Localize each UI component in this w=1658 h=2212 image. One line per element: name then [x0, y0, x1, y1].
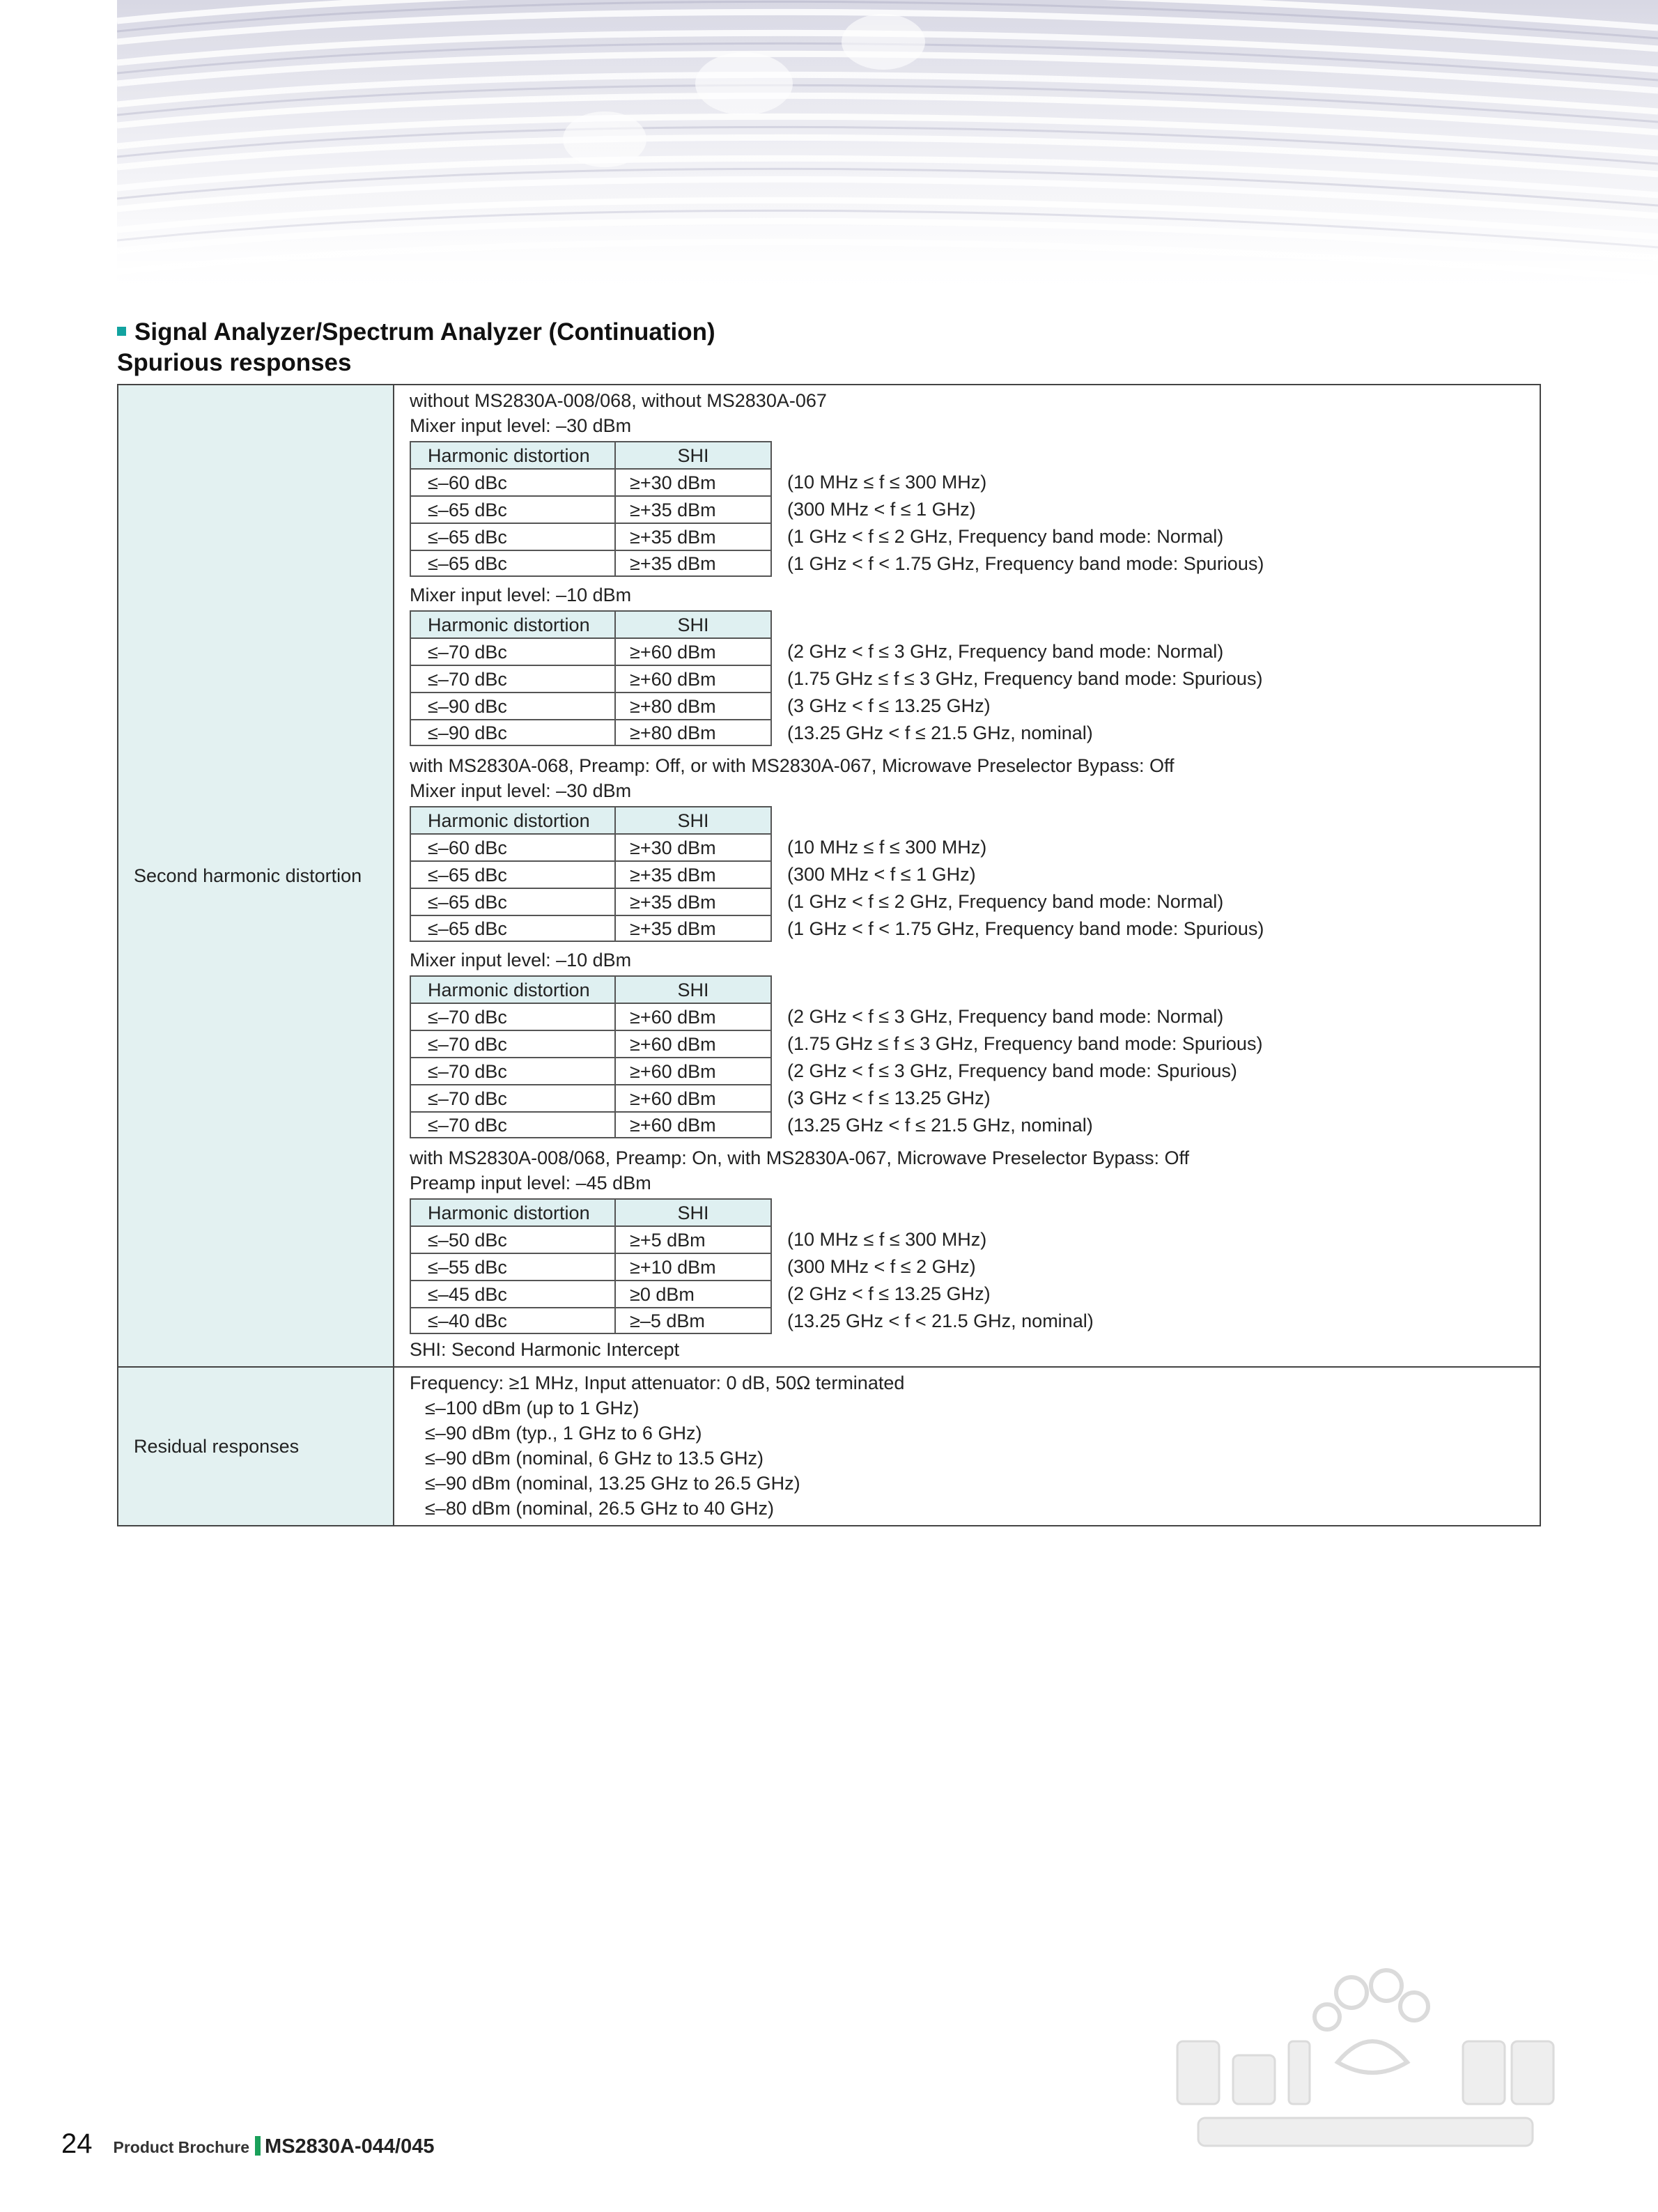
table-row	[410, 915, 1540, 942]
harmonic-distortion-value: ≤–70 dBc	[410, 1057, 614, 1084]
column-header: Harmonic distortion	[410, 975, 614, 1003]
input-level-text: Mixer input level: –10 dBm	[410, 950, 632, 970]
table-row	[410, 1084, 1540, 1111]
table-row	[410, 1030, 1540, 1057]
harmonic-table-header	[410, 806, 1540, 833]
spec-row-residual	[118, 1366, 1540, 1525]
model-label: MS2830A-044/045	[265, 2135, 435, 2158]
frequency-condition: (1.75 GHz ≤ f ≤ 3 GHz, Frequency band mode: Spurious)	[787, 1032, 1263, 1054]
table-row	[410, 637, 1540, 665]
shi-value: ≥+60 dBm	[614, 1111, 772, 1138]
harmonic-table	[410, 806, 1540, 942]
input-level-text: Preamp input level: –45 dBm	[410, 1173, 651, 1193]
condition-text: without MS2830A-008/068, without MS2830A-067	[410, 390, 827, 411]
harmonic-table	[410, 1198, 1540, 1334]
input-level-text: Mixer input level: –10 dBm	[410, 585, 632, 605]
frequency-condition: (10 MHz ≤ f ≤ 300 MHz)	[787, 471, 987, 493]
spec-content	[394, 385, 1540, 1366]
harmonic-distortion-value: ≤–90 dBc	[410, 692, 614, 719]
frequency-condition: (2 GHz < f ≤ 3 GHz, Frequency band mode: Normal)	[787, 1005, 1224, 1027]
frequency-condition: (300 MHz < f ≤ 2 GHz)	[787, 1255, 976, 1277]
residual-value: ≤–90 dBm (nominal, 13.25 GHz to 26.5 GHz)	[425, 1473, 800, 1494]
shi-value: ≥+60 dBm	[614, 665, 772, 692]
residual-value: ≤–90 dBm (nominal, 6 GHz to 13.5 GHz)	[425, 1448, 764, 1469]
input-level-text: Mixer input level: –30 dBm	[410, 780, 632, 801]
shi-value: ≥+80 dBm	[614, 719, 772, 746]
column-header: Harmonic distortion	[410, 806, 614, 833]
page-number: 24	[61, 2128, 93, 2159]
frequency-condition: (10 MHz ≤ f ≤ 300 MHz)	[787, 836, 987, 858]
condition-text: with MS2830A-068, Preamp: Off, or with MS2830A-067, Microwave Preselector Bypass: Off	[410, 755, 1175, 776]
harmonic-table	[410, 610, 1540, 746]
frequency-condition: (300 MHz < f ≤ 1 GHz)	[787, 498, 976, 520]
frequency-condition: (1.75 GHz ≤ f ≤ 3 GHz, Frequency band mode: Spurious)	[787, 667, 1263, 689]
table-row	[410, 692, 1540, 719]
footer-bar-icon	[255, 2136, 261, 2156]
table-row	[410, 888, 1540, 915]
column-header: SHI	[614, 441, 772, 468]
column-header: Harmonic distortion	[410, 441, 614, 468]
column-header: Harmonic distortion	[410, 1198, 614, 1225]
frequency-condition: (1 GHz < f ≤ 2 GHz, Frequency band mode: Normal)	[787, 890, 1224, 912]
column-header: SHI	[614, 975, 772, 1003]
residual-condition: Frequency: ≥1 MHz, Input attenuator: 0 dB, 50Ω terminated	[410, 1372, 905, 1393]
shi-value: ≥–5 dBm	[614, 1307, 772, 1334]
spec-row-second-harmonic	[118, 385, 1540, 1366]
harmonic-distortion-value: ≤–60 dBc	[410, 833, 614, 860]
harmonic-distortion-value: ≤–45 dBc	[410, 1280, 614, 1307]
condition-block	[410, 753, 1540, 1138]
harmonic-distortion-value: ≤–65 dBc	[410, 550, 614, 577]
table-row	[410, 1225, 1540, 1253]
harmonic-distortion-value: ≤–40 dBc	[410, 1307, 614, 1334]
shi-value: ≥+60 dBm	[614, 637, 772, 665]
footnote: SHI: Second Harmonic Intercept	[410, 1339, 680, 1360]
shi-value: ≥+30 dBm	[614, 468, 772, 495]
column-header: SHI	[614, 806, 772, 833]
frequency-condition: (3 GHz < f ≤ 13.25 GHz)	[787, 695, 991, 716]
harmonic-distortion-value: ≤–70 dBc	[410, 1003, 614, 1030]
harmonic-distortion-value: ≤–70 dBc	[410, 1111, 614, 1138]
brochure-label: Product Brochure	[113, 2138, 250, 2156]
table-row	[410, 550, 1540, 577]
square-bullet-icon	[117, 327, 126, 336]
harmonic-table-header	[410, 975, 1540, 1003]
harmonic-table-header	[410, 610, 1540, 637]
shi-value: ≥+35 dBm	[614, 860, 772, 888]
shi-value: ≥+35 dBm	[614, 888, 772, 915]
frequency-condition: (10 MHz ≤ f ≤ 300 MHz)	[787, 1228, 987, 1250]
frequency-condition: (1 GHz < f < 1.75 GHz, Frequency band mode: Spurious)	[787, 552, 1264, 574]
harmonic-distortion-value: ≤–55 dBc	[410, 1253, 614, 1280]
column-header: SHI	[614, 1198, 772, 1225]
frequency-condition: (2 GHz < f ≤ 3 GHz, Frequency band mode: Spurious)	[787, 1060, 1237, 1081]
table-row	[410, 833, 1540, 860]
harmonic-distortion-value: ≤–50 dBc	[410, 1225, 614, 1253]
header-banner	[117, 0, 1658, 300]
shi-value: ≥+10 dBm	[614, 1253, 772, 1280]
harmonic-distortion-value: ≤–65 dBc	[410, 860, 614, 888]
heading	[117, 317, 715, 378]
shi-value: ≥+35 dBm	[614, 915, 772, 942]
frequency-condition: (13.25 GHz < f < 21.5 GHz, nominal)	[787, 1310, 1094, 1331]
frequency-condition: (3 GHz < f ≤ 13.25 GHz)	[787, 1087, 991, 1108]
table-row	[410, 860, 1540, 888]
table-row	[410, 1280, 1540, 1307]
residual-value: ≤–100 dBm (up to 1 GHz)	[425, 1398, 640, 1418]
shi-value: ≥+80 dBm	[614, 692, 772, 719]
harmonic-distortion-value: ≤–90 dBc	[410, 719, 614, 746]
table-row	[410, 1003, 1540, 1030]
shi-value: ≥+35 dBm	[614, 550, 772, 577]
spec-label: Residual responses	[118, 1368, 394, 1525]
table-row	[410, 1307, 1540, 1334]
residual-value: ≤–80 dBm (nominal, 26.5 GHz to 40 GHz)	[425, 1498, 775, 1519]
table-row	[410, 719, 1540, 746]
harmonic-distortion-value: ≤–65 dBc	[410, 888, 614, 915]
shi-value: ≥+35 dBm	[614, 523, 772, 550]
table-row	[410, 1057, 1540, 1084]
shi-value: ≥+60 dBm	[614, 1030, 772, 1057]
harmonic-distortion-value: ≤–70 dBc	[410, 637, 614, 665]
frequency-condition: (1 GHz < f < 1.75 GHz, Frequency band mode: Spurious)	[787, 918, 1264, 939]
spec-label: Second harmonic distortion	[118, 385, 394, 1366]
table-row	[410, 1111, 1540, 1138]
shi-value: ≥+30 dBm	[614, 833, 772, 860]
harmonic-distortion-value: ≤–70 dBc	[410, 1084, 614, 1111]
table-row	[410, 523, 1540, 550]
harmonic-distortion-value: ≤–65 dBc	[410, 523, 614, 550]
shi-value: ≥0 dBm	[614, 1280, 772, 1307]
column-header: Harmonic distortion	[410, 610, 614, 637]
column-header: SHI	[614, 610, 772, 637]
harmonic-distortion-value: ≤–65 dBc	[410, 495, 614, 523]
shi-value: ≥+60 dBm	[614, 1084, 772, 1111]
frequency-condition: (300 MHz < f ≤ 1 GHz)	[787, 863, 976, 885]
harmonic-table-header	[410, 1198, 1540, 1225]
subsection-title: Spurious responses	[117, 349, 352, 376]
section-title: Signal Analyzer/Spectrum Analyzer (Continuation)	[117, 317, 715, 348]
harmonic-distortion-value: ≤–70 dBc	[410, 665, 614, 692]
shi-value: ≥+60 dBm	[614, 1003, 772, 1030]
harmonic-distortion-value: ≤–70 dBc	[410, 1030, 614, 1057]
spec-table	[117, 384, 1541, 1526]
frequency-condition: (2 GHz < f ≤ 3 GHz, Frequency band mode: Normal)	[787, 640, 1224, 662]
input-level-text: Mixer input level: –30 dBm	[410, 415, 632, 436]
shi-value: ≥+5 dBm	[614, 1225, 772, 1253]
harmonic-table-header	[410, 441, 1540, 468]
shi-value: ≥+60 dBm	[614, 1057, 772, 1084]
residual-value: ≤–90 dBm (typ., 1 GHz to 6 GHz)	[425, 1423, 702, 1444]
harmonic-distortion-value: ≤–65 dBc	[410, 915, 614, 942]
spec-content	[394, 1368, 1540, 1525]
table-row	[410, 468, 1540, 495]
frequency-condition: (13.25 GHz < f ≤ 21.5 GHz, nominal)	[787, 1114, 1093, 1136]
frequency-condition: (1 GHz < f ≤ 2 GHz, Frequency band mode: Normal)	[787, 525, 1224, 547]
harmonic-table	[410, 441, 1540, 577]
harmonic-table	[410, 975, 1540, 1138]
table-row	[410, 495, 1540, 523]
condition-block	[410, 388, 1540, 746]
frequency-condition: (2 GHz < f ≤ 13.25 GHz)	[787, 1283, 991, 1304]
condition-block	[410, 1145, 1540, 1334]
watermark-paw-icon	[1170, 1965, 1560, 2153]
table-row	[410, 1253, 1540, 1280]
shi-value: ≥+35 dBm	[614, 495, 772, 523]
condition-text: with MS2830A-008/068, Preamp: On, with MS2830A-067, Microwave Preselector Bypass: Off	[410, 1147, 1190, 1168]
harmonic-distortion-value: ≤–60 dBc	[410, 468, 614, 495]
frequency-condition: (13.25 GHz < f ≤ 21.5 GHz, nominal)	[787, 722, 1093, 743]
page-footer	[61, 2128, 434, 2160]
table-row	[410, 665, 1540, 692]
